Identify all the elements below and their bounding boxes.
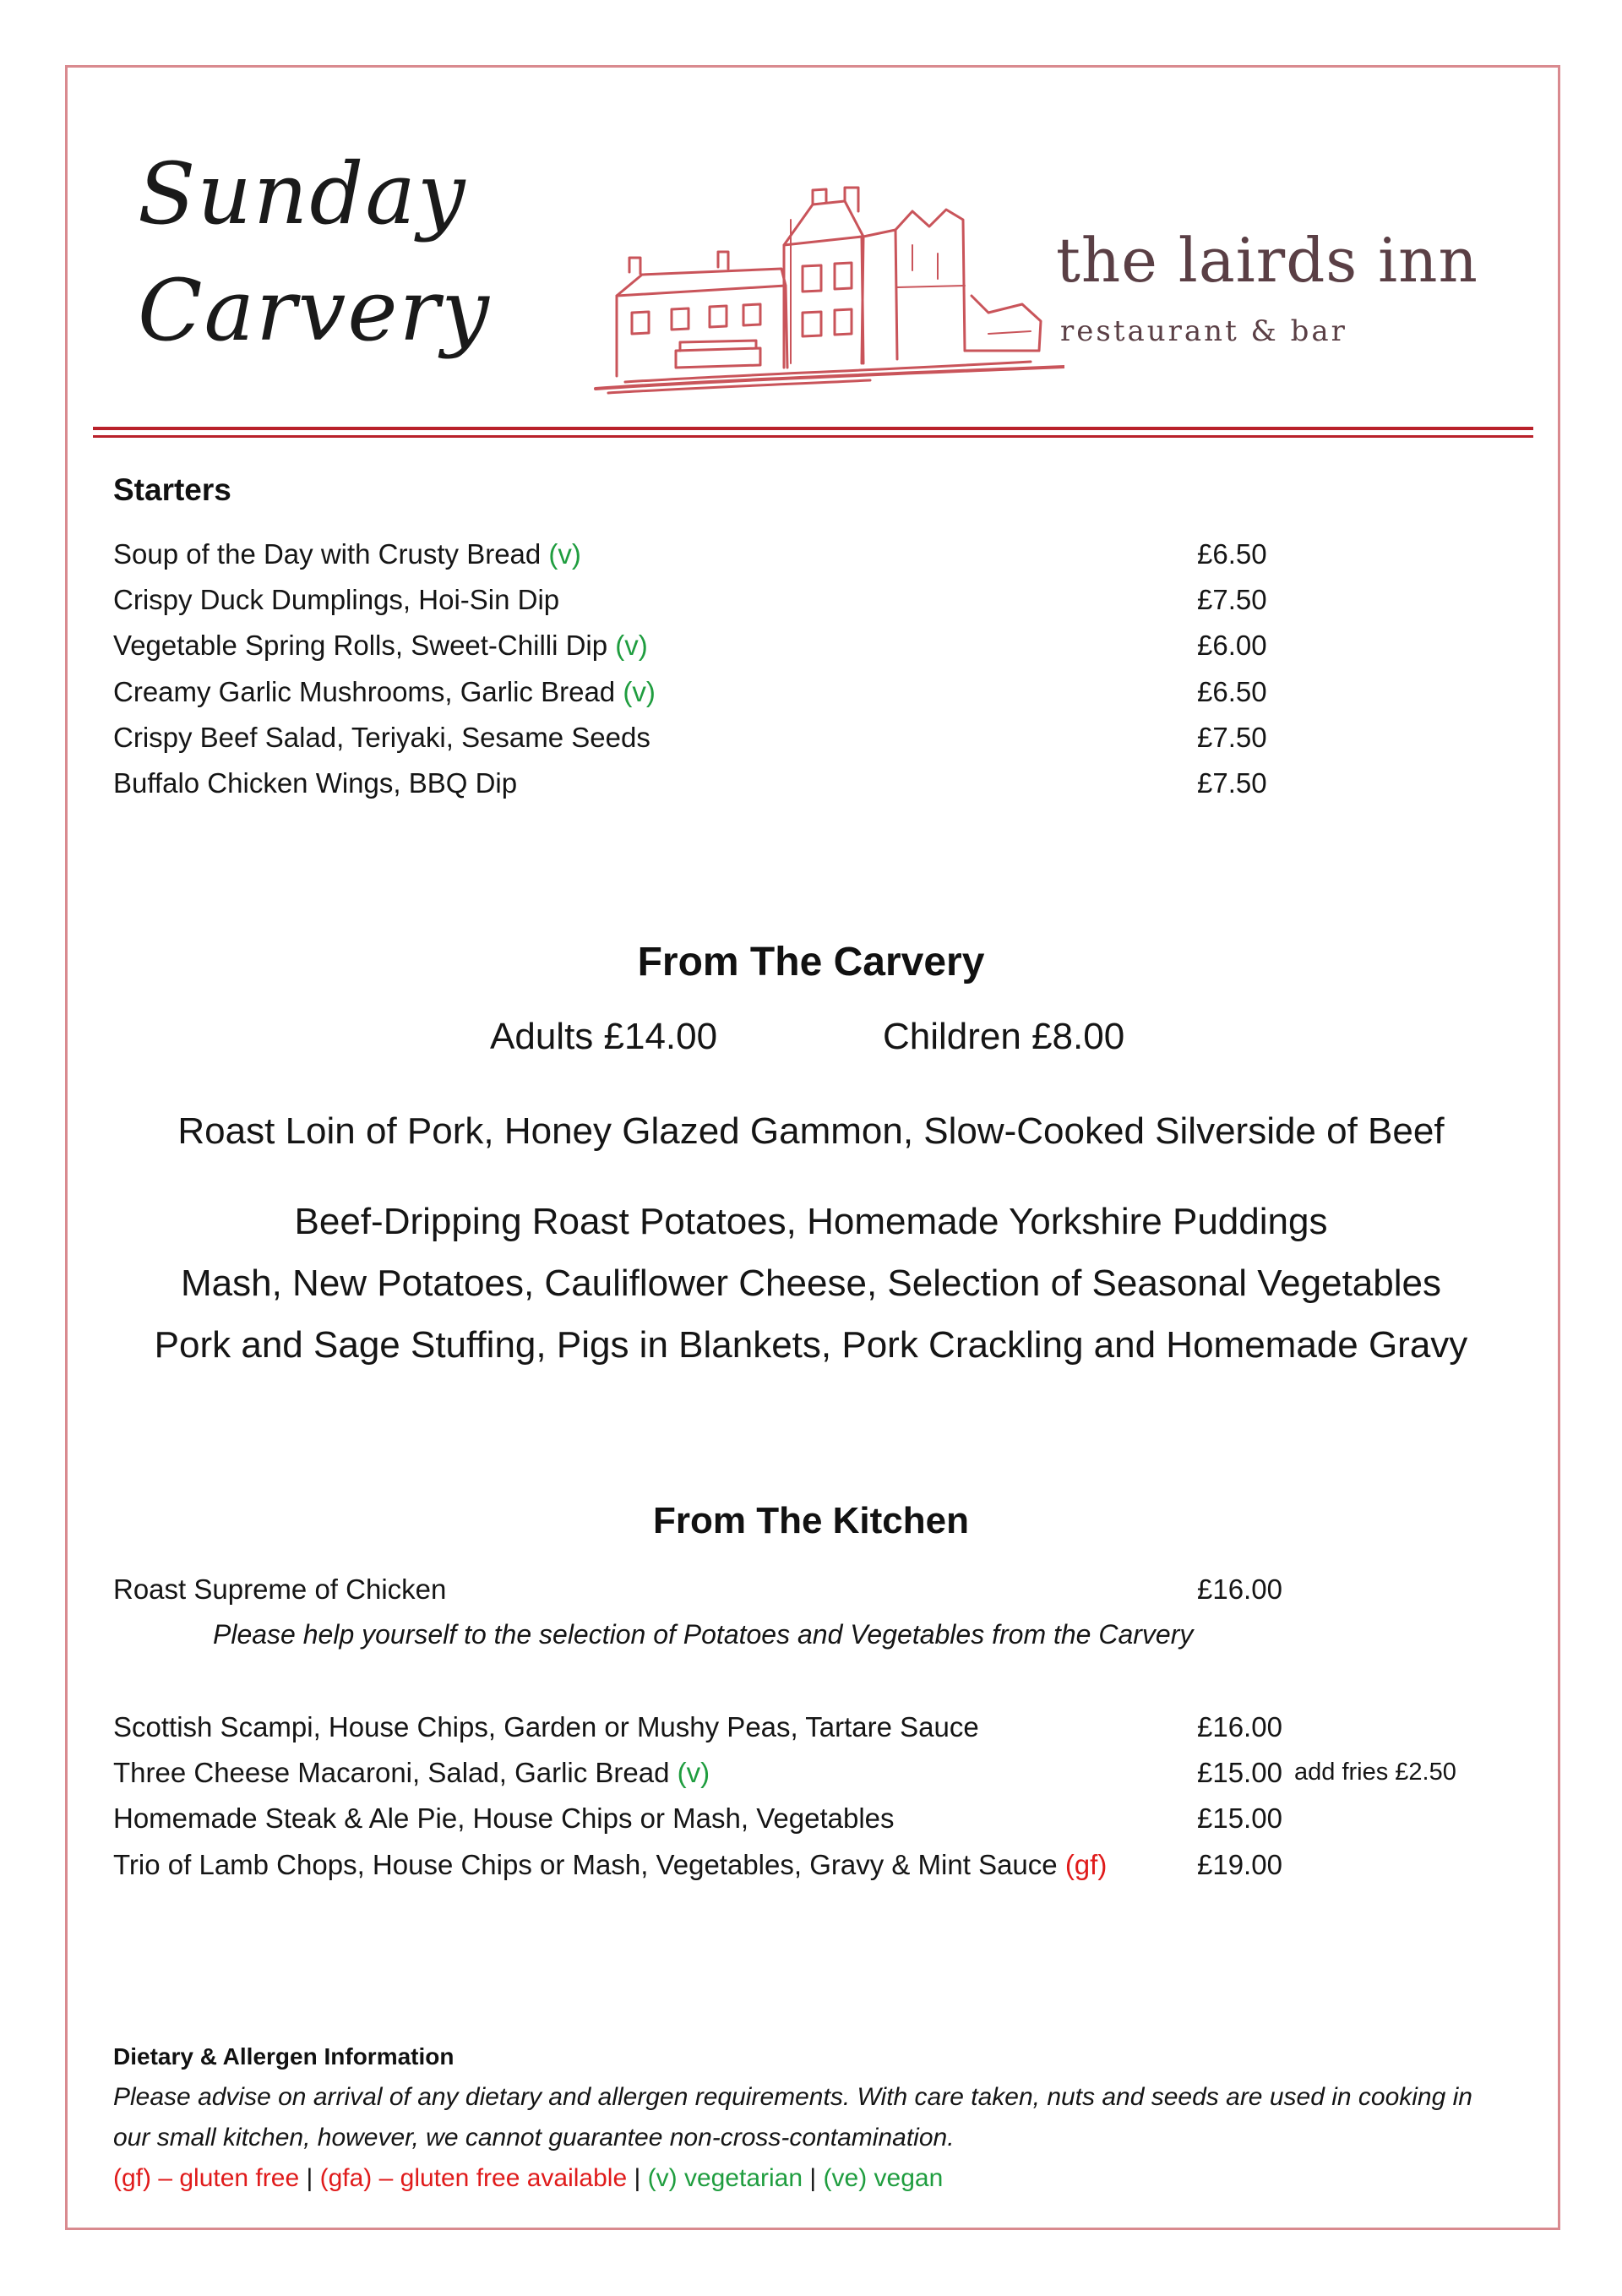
kitchen-item-name: Homemade Steak & Ale Pie, House Chips or Mash, Vegetables [113,1802,895,1834]
dietary-note-line: Please advise on arrival of any dietary and allergen requirements. With care taken, nuts and seeds are used in cooking in [113,2083,1472,2111]
kitchen-item-extra: add fries £2.50 [1294,1759,1456,1786]
menu-title-line2: Carvery [138,261,491,360]
starter-item-name: Crispy Duck Dumplings, Hoi-Sin Dip [113,584,560,615]
brand-name: the lairds inn [1056,225,1478,296]
legend-gluten-free-available: (gfa) – gluten free available [319,2164,628,2192]
carvery-meats: Roast Loin of Pork, Honey Glazed Gammon, Slow-Cooked Silverside of Beef [177,1110,1445,1152]
starter-item-name: Creamy Garlic Mushrooms, Garlic Bread (v) [113,676,656,707]
menu-title-line1: Sunday [138,145,467,243]
carvery-sides-line: Pork and Sage Stuffing, Pigs in Blankets, Pork Crackling and Homemade Gravy [154,1324,1468,1366]
carvery-heading: From The Carvery [637,940,985,984]
kitchen-item-price: £15.00 [1197,1802,1282,1834]
kitchen-feature-name: Roast Supreme of Chicken [113,1573,447,1605]
dietary-legend: (gf) – gluten free | (gfa) – gluten free available | (v) vegetarian | (ve) vegan [113,2164,944,2192]
starter-item-price: £7.50 [1197,722,1267,753]
kitchen-item-name: Trio of Lamb Chops, House Chips or Mash, Vegetables, Gravy & Mint Sauce (gf) [113,1849,1108,1880]
kitchen-item-name: Scottish Scampi, House Chips, Garden or Mushy Peas, Tartare Sauce [113,1711,979,1742]
carvery-sides-line: Mash, New Potatoes, Cauliflower Cheese, Selection of Seasonal Vegetables [181,1263,1441,1304]
legend-gluten-free: (gf) – gluten free [113,2164,300,2192]
legend-vegetarian: (v) vegetarian [647,2164,803,2192]
starter-item-name: Buffalo Chicken Wings, BBQ Dip [113,767,518,799]
starter-item-price: £7.50 [1197,584,1267,615]
kitchen-feature-price: £16.00 [1197,1573,1282,1605]
gluten-free-tag: (gf) [1064,1849,1108,1880]
kitchen-item-price: £16.00 [1197,1711,1282,1742]
brand-subtitle: restaurant & bar [1060,314,1347,348]
starter-item-name: Soup of the Day with Crusty Bread (v) [113,538,581,570]
starter-item-price: £7.50 [1197,767,1267,799]
carvery-sides-line: Beef-Dripping Roast Potatoes, Homemade Yorkshire Puddings [294,1201,1328,1242]
header-divider-bottom [93,435,1533,438]
kitchen-item-price: £19.00 [1197,1849,1282,1880]
starter-item-price: £6.50 [1197,676,1267,707]
kitchen-feature-note: Please help yourself to the selection of Potatoes and Vegetables from the Carvery [213,1619,1194,1650]
carvery-adults-price: Adults £14.00 [490,1016,718,1057]
vegetarian-tag: (v) [615,630,648,661]
header-divider-top [93,427,1533,430]
carvery-children-price: Children £8.00 [883,1016,1125,1057]
vegetarian-tag: (v) [677,1757,710,1788]
starter-item-price: £6.00 [1197,630,1267,661]
starters-heading: Starters [113,472,231,507]
starter-item-price: £6.50 [1197,538,1267,570]
vegetarian-tag: (v) [623,676,656,707]
kitchen-item-price: £15.00 [1197,1757,1282,1788]
starter-item-name: Vegetable Spring Rolls, Sweet-Chilli Dip (v) [113,630,648,661]
dietary-heading: Dietary & Allergen Information [113,2043,454,2070]
kitchen-heading: From The Kitchen [652,1500,970,1541]
vegetarian-tag: (v) [548,538,581,570]
dietary-note-line: our small kitchen, however, we cannot guarantee non-cross-contamination. [113,2124,955,2151]
castle-logo-illustration [591,186,1064,397]
starter-item-name: Crispy Beef Salad, Teriyaki, Sesame Seeds [113,722,650,753]
legend-vegan: (ve) vegan [823,2164,944,2192]
kitchen-item-name: Three Cheese Macaroni, Salad, Garlic Bread (v) [113,1757,710,1788]
